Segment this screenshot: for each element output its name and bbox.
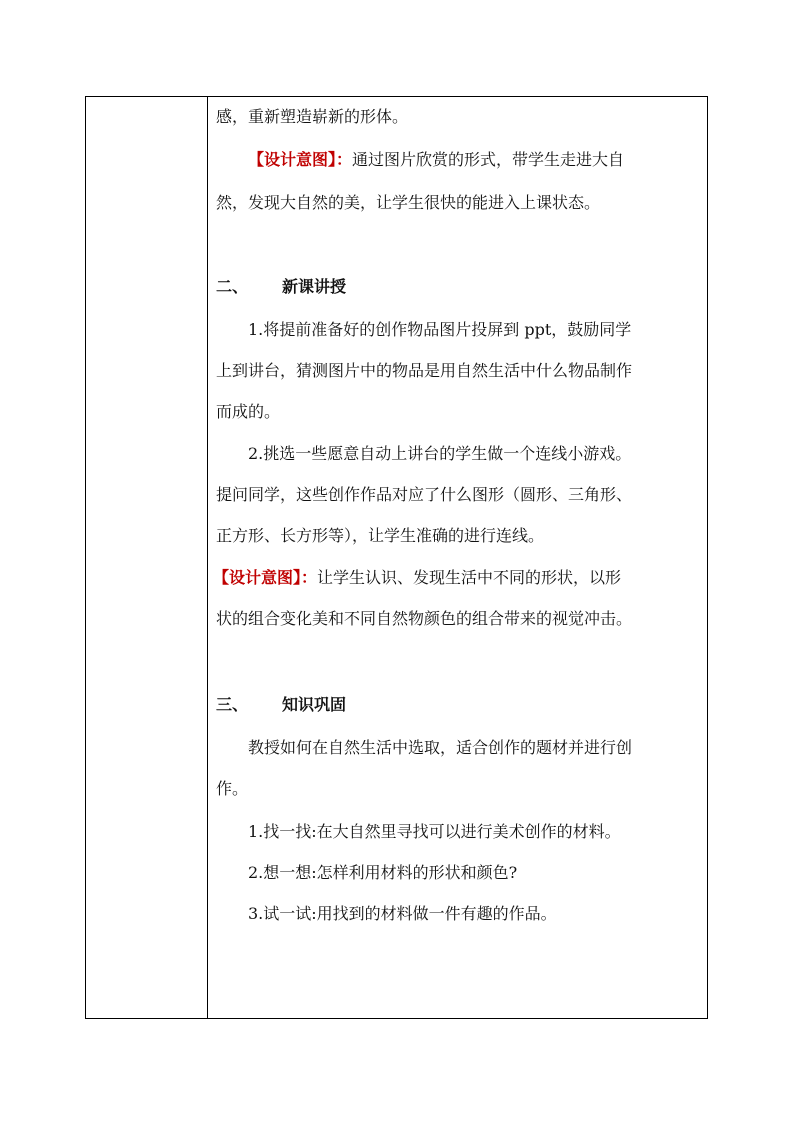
design-intent-1-line-2: 然，发现大自然的美，让学生很快的能进入上课状态。	[216, 193, 601, 212]
paragraph-continuation: 感，重新塑造崭新的形体。	[216, 107, 409, 126]
section-2-item-1-line-2: 上到讲台，猜测图片中的物品是用自然生活中什么物品制作	[216, 361, 633, 380]
section-3-item-1: 1.找一找:在大自然里寻找可以进行美术创作的材料。	[248, 822, 621, 841]
section-title: 新课讲授	[282, 277, 347, 296]
section-number: 三、	[216, 695, 249, 714]
section-3-intro-line-2: 作。	[216, 779, 249, 798]
design-intent-1-line-1	[248, 144, 624, 175]
section-3-item-3: 3.试一试:用找到的材料做一件有趣的作品。	[248, 904, 557, 923]
lesson-plan-table	[85, 96, 708, 1019]
design-intent-label: 【设计意图】：	[248, 150, 353, 169]
section-2-item-2-line-3: 正方形、长方形等），让学生准确的进行连线。	[216, 526, 545, 545]
section-2-item-2-line-1: 2.挑选一些愿意自动上讲台的学生做一个连线小游戏。	[248, 444, 632, 463]
section-3-item-2: 2.想一想:怎样利用材料的形状和颜色?	[248, 863, 518, 882]
section-3-intro-line-1: 教授如何在自然生活中选取，适合创作的题材并进行创	[248, 738, 633, 757]
design-intent-label: 【设计意图】：	[213, 568, 318, 587]
section-2-item-1-line-3: 而成的。	[216, 402, 281, 421]
section-title: 知识巩固	[282, 695, 347, 714]
column-divider	[207, 97, 208, 1018]
design-intent-text: 通过图片欣赏的形式，带学生走进大自	[352, 150, 625, 169]
section-2-item-1-line-1: 1.将提前准备好的创作物品图片投屏到 ppt，鼓励同学	[248, 320, 632, 339]
section-3-heading	[216, 689, 346, 720]
section-number: 二、	[216, 277, 249, 296]
design-intent-text: 让学生认识、发现生活中不同的形状，以形	[317, 568, 622, 587]
content-cell	[213, 97, 699, 1018]
design-intent-2-line-1	[213, 562, 621, 593]
section-2-item-2-line-2: 提问同学，这些创作作品对应了什么图形（圆形、三角形、	[216, 485, 633, 504]
design-intent-2-line-2: 状的组合变化美和不同自然物颜色的组合带来的视觉冲击。	[216, 609, 633, 628]
section-2-heading	[216, 271, 346, 302]
